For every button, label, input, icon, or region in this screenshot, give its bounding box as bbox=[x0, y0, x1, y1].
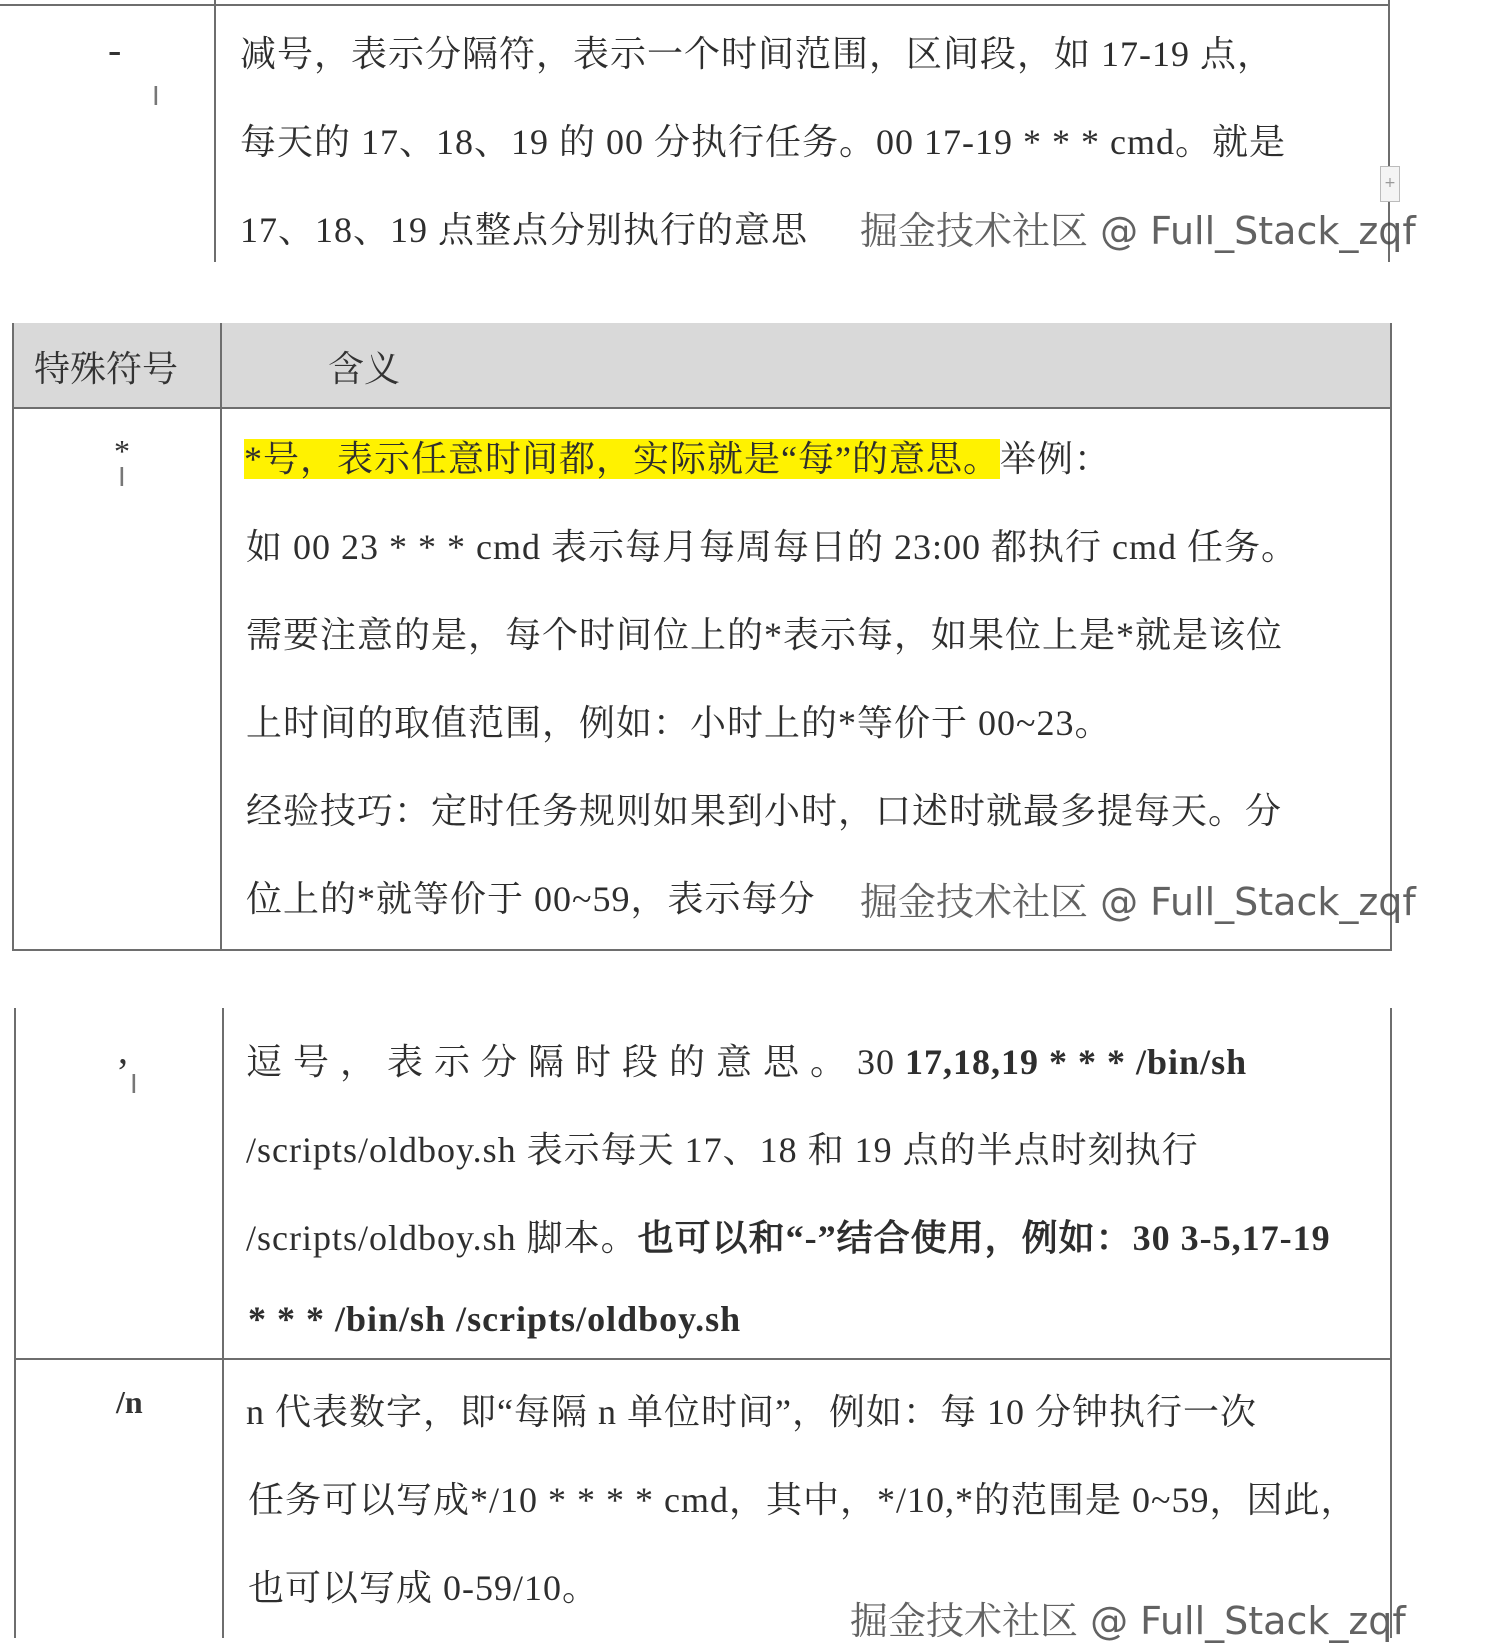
symbol-asterisk: * bbox=[114, 433, 130, 469]
highlighted-text: *号，表示任意时间都，实际就是“每”的意思。 bbox=[244, 439, 1000, 479]
row-divider bbox=[16, 1358, 1390, 1360]
step-line-3: 也可以写成 0-59/10。 bbox=[248, 1568, 599, 1608]
symbol-step: /n bbox=[116, 1384, 143, 1420]
asterisk-line-4: 上时间的取值范围，例如：小时上的*等价于 00~23。 bbox=[246, 703, 1112, 743]
symbol-dash: - bbox=[108, 27, 122, 72]
symbol-comma: , bbox=[118, 1027, 128, 1072]
asterisk-line-1: *号，表示任意时间都，实际就是“每”的意思。举例： bbox=[244, 439, 1111, 479]
scroll-expand-icon[interactable]: + bbox=[1380, 166, 1400, 202]
comma-line-3: /scripts/oldboy.sh 脚本。也可以和“-”结合使用，例如：30 3-5,17-19 bbox=[246, 1218, 1331, 1258]
column-divider bbox=[214, 0, 216, 262]
range-line-3: 17、18、19 点整点分别执行的意思 bbox=[240, 210, 809, 250]
column-divider bbox=[222, 1008, 224, 1638]
panel-asterisk-symbol bbox=[12, 323, 1416, 951]
text-cursor-icon: I bbox=[118, 463, 126, 493]
watermark: 掘金技术社区 @ Full_Stack_zqf bbox=[860, 209, 1416, 253]
range-line-1: 减号，表示分隔符，表示一个时间范围，区间段，如 17-19 点， bbox=[240, 34, 1274, 74]
panel-range-symbol bbox=[0, 0, 1416, 262]
column-divider bbox=[220, 323, 222, 951]
watermark: 掘金技术社区 @ Full_Stack_zqf bbox=[860, 880, 1416, 924]
text-cursor-icon: I bbox=[130, 1070, 138, 1100]
asterisk-line-2: 如 00 23 * * * cmd 表示每月每周每日的 23:00 都执行 cmd 任务。 bbox=[246, 527, 1298, 567]
comma-line-1: 逗 号 ， 表 示 分 隔 时 段 的 意 思 。 30 17,18,19 * * * /bin/sh bbox=[246, 1042, 1248, 1082]
comma-line-2: /scripts/oldboy.sh 表示每天 17、18 和 19 点的半点时刻执行 bbox=[246, 1130, 1199, 1170]
header-special-symbol: 特殊符号 bbox=[34, 349, 179, 389]
watermark: 掘金技术社区 @ Full_Stack_zqf bbox=[850, 1599, 1406, 1643]
table-top-border bbox=[0, 4, 1388, 6]
asterisk-line-3: 需要注意的是，每个时间位上的*表示每，如果位上是*就是该位 bbox=[246, 615, 1284, 655]
step-line-1: n 代表数字，即“每隔 n 单位时间”，例如：每 10 分钟执行一次 bbox=[246, 1392, 1257, 1432]
asterisk-line-6: 位上的*就等价于 00~59，表示每分 bbox=[246, 879, 816, 919]
header-meaning: 含义 bbox=[328, 349, 401, 389]
asterisk-line-5: 经验技巧：定时任务规则如果到小时，口述时就最多提每天。分 bbox=[246, 791, 1283, 831]
range-line-2: 每天的 17、18、19 的 00 分执行任务。00 17-19 * * * cmd。就是 bbox=[240, 122, 1286, 162]
panel-comma-and-step bbox=[14, 1008, 1406, 1643]
comma-line-4: * * * /bin/sh /scripts/oldboy.sh bbox=[248, 1299, 742, 1339]
text-cursor-icon: I bbox=[152, 82, 160, 112]
step-line-2: 任务可以写成*/10 * * * * cmd，其中，*/10,*的范围是 0~59，因此， bbox=[248, 1480, 1358, 1520]
